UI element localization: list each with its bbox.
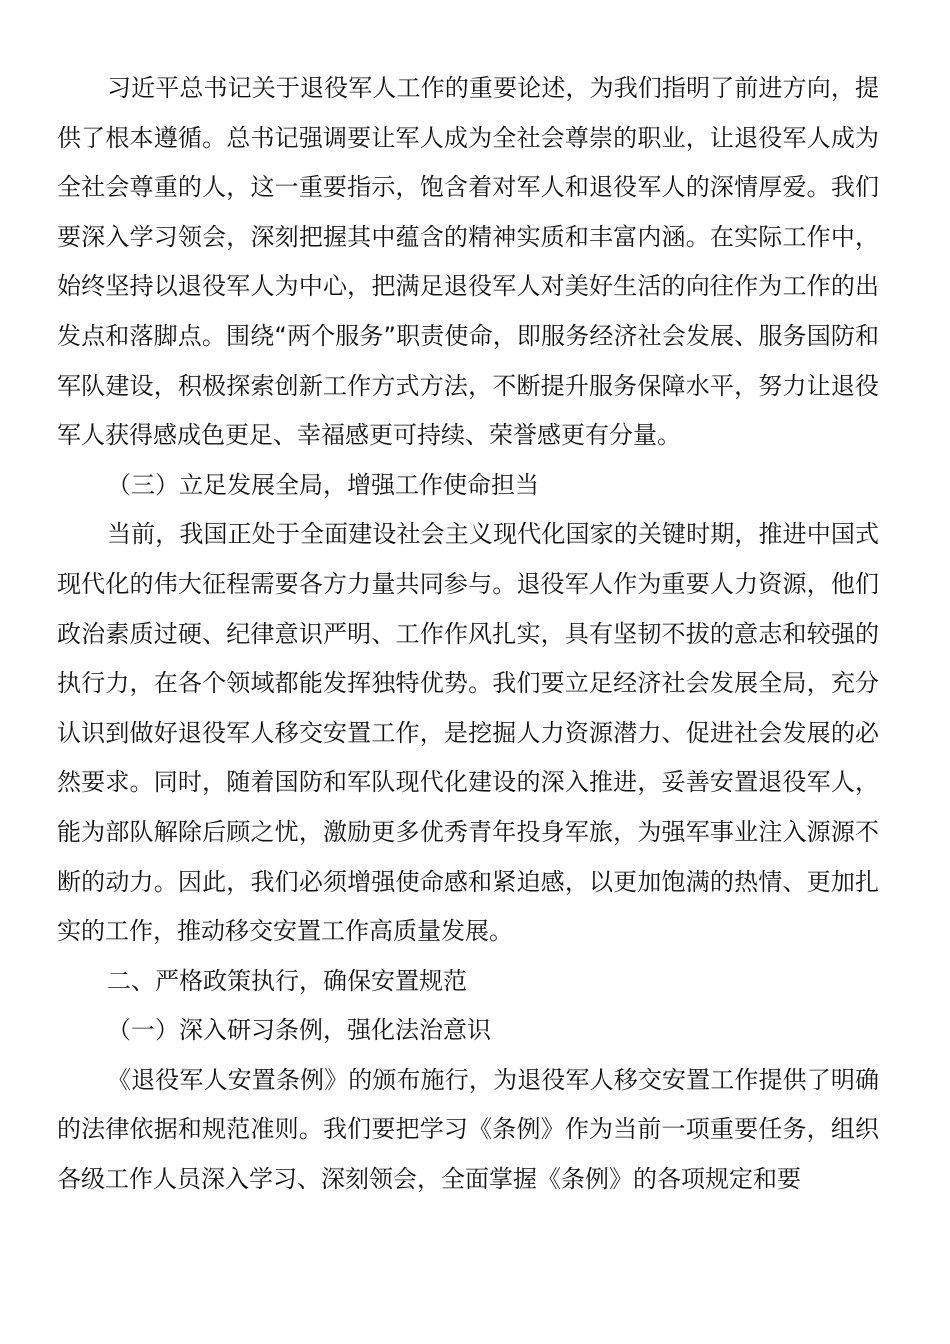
chapter-heading-2: 二、严格政策执行，确保安置规范 bbox=[107, 966, 467, 995]
paragraph-xi-remarks: 习近平总书记关于退役军人工作的重要论述，为我们指明了前进方向，提供了根本遵循。总书记强调要让军人成为全社会尊崇的职业，让退役军人成为全社会尊重的人，这一重要指示，饱含着对军人和退役军人的深情厚爱。我们要深入学习领会，深刻把握其中蕴含的精神实质和丰富内涵。在实际工作中，始终坚持以退役军人为中心，把满足退役军人对美好生活的向往作为工作的出发点和落脚点。围绕“两个服务”职责使命，即服务经济社会发展、服务国防和军队建设，积极探索创新工作方式方法，不断提升服务保障水平，努力让退役军人获得感成色更足、幸福感更可持续、荣誉感更有分量。 bbox=[57, 74, 879, 450]
section-heading-1: （一）深入研习条例，强化法治意识 bbox=[107, 1016, 491, 1045]
section-heading-3: （三）立足发展全局，增强工作使命担当 bbox=[107, 470, 539, 499]
paragraph-development-overall: 当前，我国正处于全面建设社会主义现代化国家的关键时期，推进中国式现代化的伟大征程需要各方力量共同参与。退役军人作为重要人力资源，他们政治素质过硬、纪律意识严明、工作作风扎实，具有坚韧不拔的意志和较强的执行力，在各个领域都能发挥独特优势。我们要立足经济社会发展全局，充分认识到做好退役军人移交安置工作，是挖掘人力资源潜力、促进社会发展的必然要求。同时，随着国防和军队现代化建设的深入推进，妥善安置退役军人，能为部队解除后顾之忧，激励更多优秀青年投身军旅，为强军事业注入源源不断的动力。因此，我们必须增强使命感和紧迫感，以更加饱满的热情、更加扎实的工作，推动移交安置工作高质量发展。 bbox=[57, 520, 879, 946]
document-body bbox=[57, 64, 879, 1205]
paragraph-regulations: 《退役军人安置条例》的颁布施行，为退役军人移交安置工作提供了明确的法律依据和规范准则。我们要把学习《条例》作为当前一项重要任务，组织各级工作人员深入学习、深刻领会，全面掌握《条例》的各项规定和要 bbox=[57, 1065, 879, 1194]
